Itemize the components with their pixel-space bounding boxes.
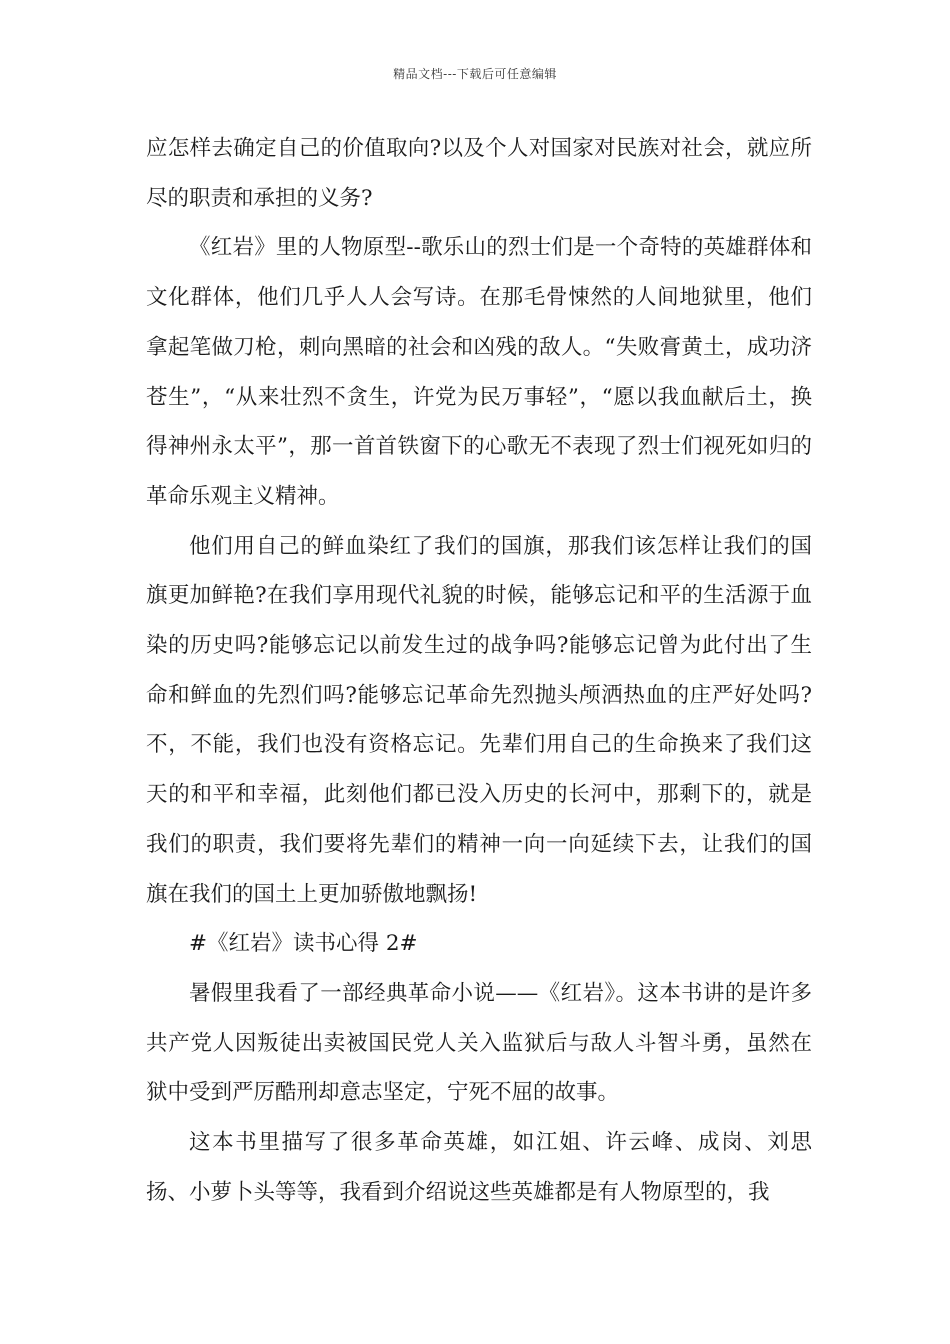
paragraph-summer-reading: 暑假里我看了一部经典革命小说——《红岩》。这本书讲的是许多共产党人因叛徒出卖被国民党人关入监狱后与敌人斗智斗勇，虽然在狱中受到严厉酷刑却意志坚定，宁死不屈的故事。 [146, 980, 812, 1106]
paragraph-national-flag: 他们用自己的鲜血染红了我们的国旗，那我们该怎样让我们的国旗更加鲜艳?在我们享用现代礼貌的时候，能够忘记和平的生活源于血染的历史吗?能够忘记以前发生过的战争吗?能够忘记曾为此付出了生命和鲜血的先烈们吗?能够忘记革命先烈抛头颅洒热血的庄严好处吗?不，不能，我们也没有资格忘记。先辈们用自己的生命换来了我们这天的和平和幸福，此刻他们都已没入历史的长河中，那剩下的，就是我们的职责，我们要将先辈们的精神一向一向延续下去，让我们的国旗在我们的国土上更加骄傲地飘扬! [146, 533, 812, 907]
paragraph-heroes: 这本书里描写了很多革命英雄，如江姐、许云峰、成岗、刘思扬、小萝卜头等等，我看到介绍说这些英雄都是有人物原型的，我 [146, 1130, 812, 1205]
paragraph-continuation: 应怎样去确定自己的价值取向?以及个人对国家对民族对社会，就应所尽的职责和承担的义务? [146, 136, 812, 211]
section-heading: #《红岩》读书心得 2# [189, 931, 418, 957]
page-header: 精品文档---下载后可任意编辑 [393, 67, 557, 81]
paragraph-hongyan-poets: 《红岩》里的人物原型--歌乐山的烈士们是一个奇特的英雄群体和文化群体，他们几乎人人会写诗。在那毛骨悚然的人间地狱里，他们拿起笔做刀枪，刺向黑暗的社会和凶残的敌人。“失败膏黄土，成功济苍生”，“从来壮烈不贪生，许党为民万事轻”，“愿以我血献后土，换得神州永太平”，那一首首铁窗下的心歌无不表现了烈士们视死如归的革命乐观主义精神。 [146, 235, 812, 509]
document-body [146, 124, 812, 1217]
